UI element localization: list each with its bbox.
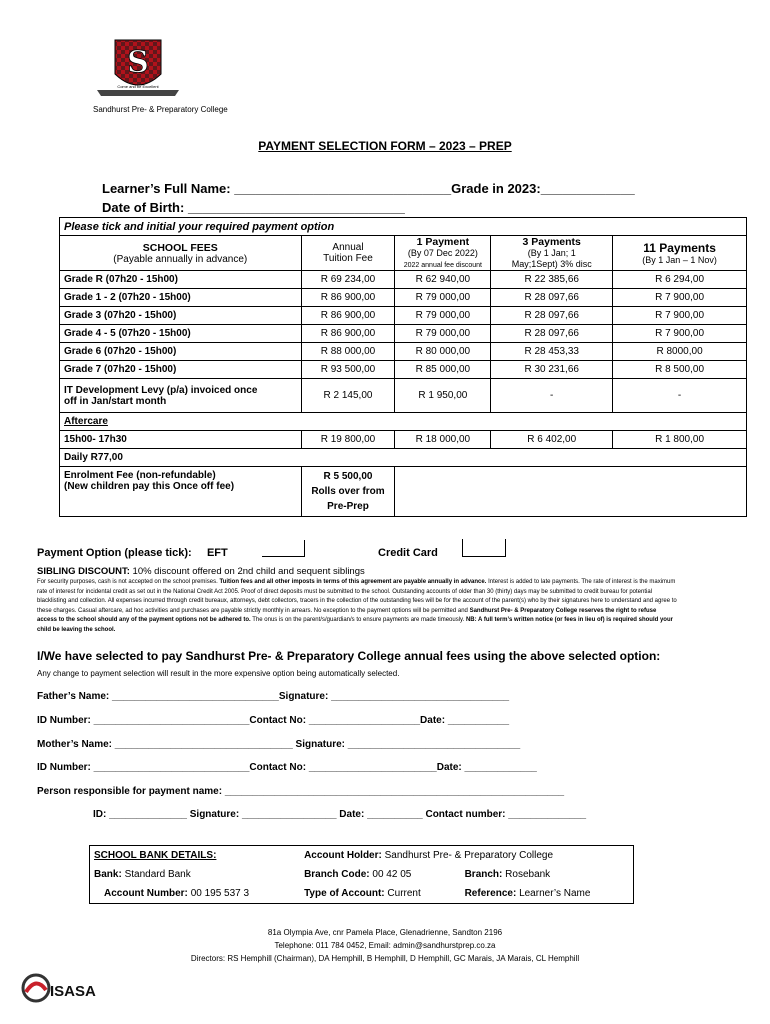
payer-id-field[interactable]: ID: ______________ Signature: _________________ Date: __________ Contact number: ______________ (93, 809, 587, 820)
table-row[interactable]: Grade R (07h20 - 15h00) R 69 234,00 R 62 940,00 R 22 385,66 R 6 294,00 (60, 271, 747, 289)
footer-directors: Directors: RS Hemphill (Chairman), DA Hemphill, B Hemphill, D Hemphill, GC Marais, JA Marais, CL Hemphill (190, 954, 580, 963)
table-row[interactable]: Grade 7 (07h20 - 15h00) R 93 500,00 R 85 000,00 R 30 231,66 R 8 500,00 (60, 361, 747, 379)
header-one-payment: 1 Payment (By 07 Dec 2022) 2022 annual fee discount (395, 236, 491, 271)
bank-details-box: SCHOOL BANK DETAILS: Account Holder: Sandhurst Pre- & Preparatory College Bank: Standard Bank Branch Code: 00 42 05 Branch: Rosebank Account Number: 00 195 537 3 Type of Account: Current Reference: Learner’s Name (89, 845, 634, 904)
footer-contact: Telephone: 011 784 0452, Email: admin@sandhurstprep.co.za (274, 941, 496, 950)
father-id-field[interactable]: ID Number: ____________________________Contact No: ____________________Date: ___________ (37, 715, 510, 726)
isasa-logo (20, 970, 100, 1016)
svg-text:ISASA: ISASA (50, 983, 96, 1000)
crest-motto: Come and be Excellent (117, 84, 159, 89)
learner-name-field[interactable]: Learner’s Full Name: ______________________________Grade in 2023:_____________ (102, 181, 635, 196)
father-name-field[interactable]: Father’s Name: ______________________________Signature: ________________________________ (37, 691, 510, 702)
table-row[interactable]: Grade 1 - 2 (07h20 - 15h00) R 86 900,00 R 79 000,00 R 28 097,66 R 7 900,00 (60, 289, 747, 307)
school-name-small: Sandhurst Pre- & Preparatory College (93, 105, 228, 114)
eft-label: EFT (206, 547, 228, 559)
svg-text:S: S (127, 45, 149, 80)
credit-card-checkbox[interactable] (462, 539, 506, 557)
mother-id-field[interactable]: ID Number: ____________________________Contact No: _______________________Date: _____________ (37, 762, 537, 773)
table-row[interactable]: Grade 6 (07h20 - 15h00) R 88 000,00 R 80 000,00 R 28 453,33 R 8000,00 (60, 343, 747, 361)
header-three-payments: 3 Payments (By 1 Jan; 1 May;1Sept) 3% disc (491, 236, 613, 271)
table-instruction: Please tick and initial your required payment option (60, 218, 747, 236)
date-of-birth-field[interactable]: Date of Birth: ______________________________ (102, 200, 405, 215)
daily-aftercare: Daily R77,00 (60, 449, 747, 467)
eft-checkbox[interactable] (262, 540, 305, 557)
fees-table (59, 217, 747, 517)
form-title: PAYMENT SELECTION FORM – 2023 – PREP (258, 139, 512, 153)
change-note: Any change to payment selection will result in the more expensive option being automatically selected. (37, 669, 400, 678)
aftercare-row[interactable]: 15h00- 17h30 R 19 800,00 R 18 000,00 R 6 402,00 R 1 800,00 (60, 431, 747, 449)
header-school-fees: SCHOOL FEES (Payable annually in advance) (60, 236, 302, 271)
header-annual: Annual Tuition Fee (301, 236, 395, 271)
school-crest-logo (93, 38, 183, 100)
credit-card-label: Credit Card (378, 547, 438, 559)
table-row[interactable]: Grade 4 - 5 (07h20 - 15h00) R 86 900,00 R 79 000,00 R 28 097,66 R 7 900,00 (60, 325, 747, 343)
footer-address: 81a Olympia Ave, cnr Pamela Place, Glenadrienne, Sandton 2196 (267, 928, 503, 937)
sibling-discount: SIBLING DISCOUNT: 10% discount offered on 2nd child and sequent siblings (37, 566, 365, 577)
payment-option-label: Payment Option (please tick): EFT (37, 547, 228, 559)
header-eleven-payments: 11 Payments (By 1 Jan – 1 Nov) (613, 236, 747, 271)
payer-name-field[interactable]: Person responsible for payment name: _____________________________________________________________ (37, 786, 565, 797)
mother-name-field[interactable]: Mother’s Name: ________________________________ Signature: _______________________________ (37, 739, 521, 750)
fine-print: For security purposes, cash is not accepted on the school premises. Tuition fees and all other imposts in terms of this agreement are payable annually in advance. Interest is added to late payments. The rate of interest is the maximum rate of interest for incidental credit as set out in the National Credit Act 2005. Proof of direct deposits must be submitted to the school. Outstanding accounts of older than 30 (thirty) days may be submitted to credit bureau for potential blacklisting and collection. All expenses incurred through credit bureaux, attorneys, debt collectors, tracers in the collection of the outstanding fees will be for the account of the parent(s) who by their signatures here to understand and agree to these charges. Casual aftercare, ad hoc activities and purchases are payable strictly monthly in arrears. No exception to the payment options will be permitted and Sandhurst Pre- & Preparatory College reserves the right to refuse access to the school should any of the payment options not be adhered to. The onus is on the parent/s/guardian/s to ensure payments are made timeously. NB: A full term’s written notice (or fees in lieu of) is required should your child be leaving the school. (37, 579, 677, 633)
declaration-text: I/We have selected to pay Sandhurst Pre- & Preparatory College annual fees using the above selected option: (37, 649, 661, 663)
enrolment-row[interactable]: Enrolment Fee (non-refundable) (New children pay this Once off fee) R 5 500,00 Rolls over from Pre-Prep (60, 467, 747, 517)
table-row[interactable]: Grade 3 (07h20 - 15h00) R 86 900,00 R 79 000,00 R 28 097,66 R 7 900,00 (60, 307, 747, 325)
it-levy-row[interactable]: IT Development Levy (p/a) invoiced once off in Jan/start month R 2 145,00 R 1 950,00 - - (60, 379, 747, 413)
aftercare-heading: Aftercare (60, 413, 747, 431)
